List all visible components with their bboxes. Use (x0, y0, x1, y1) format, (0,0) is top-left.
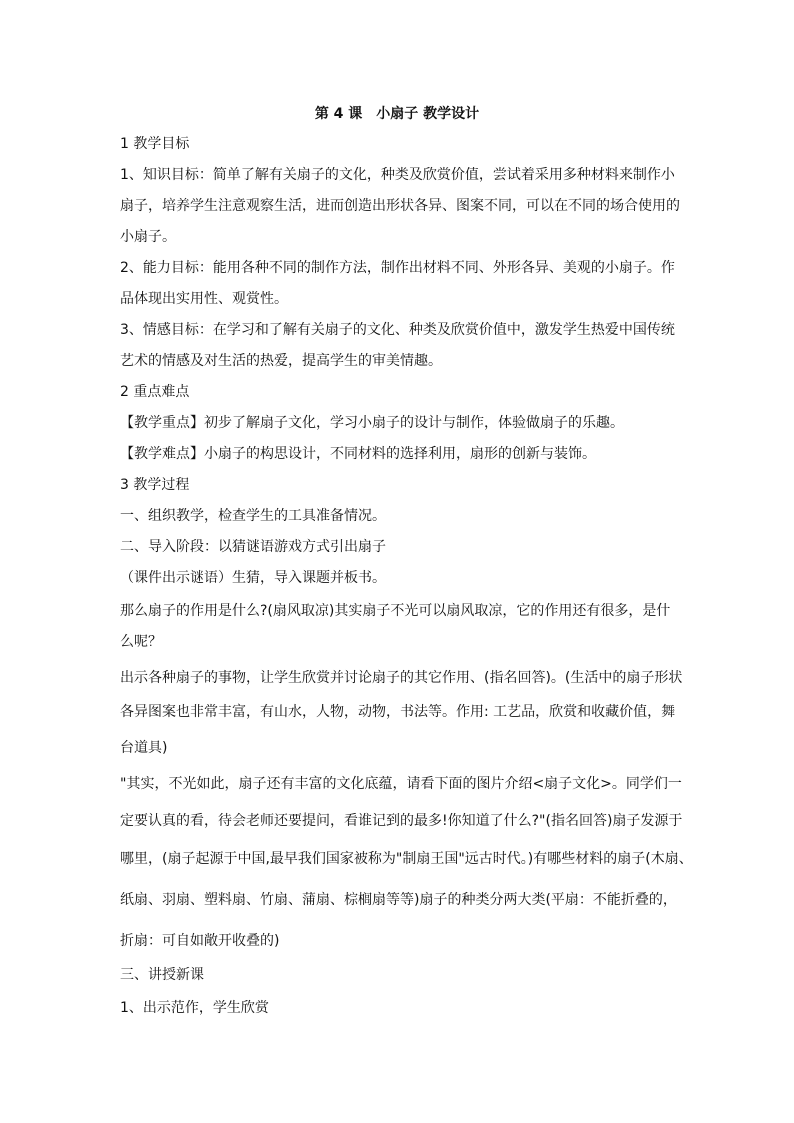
section-heading: 1 教学目标 (120, 136, 190, 152)
paragraph-line: 台道具) (120, 740, 168, 756)
paragraph-line: 品体现出实用性、观赏性。 (120, 291, 288, 307)
paragraph-line: 1、出示范作，学生欣赏 (120, 1000, 269, 1016)
paragraph-line: （课件出示谜语）生猜，导入课题并板书。 (120, 570, 386, 586)
paragraph-line: 3、情感目标：在学习和了解有关扇子的文化、种类及欣赏价值中，激发学生热爱中国传统 (120, 322, 675, 338)
paragraph-line: 么呢？ (120, 634, 162, 650)
paragraph-line: 那么扇子的作用是什么?(扇风取凉)其实扇子不光可以扇风取凉，它的作用还有很多，是什 (120, 603, 671, 619)
paragraph-line: 2、能力目标：能用各种不同的制作方法，制作出材料不同、外形各异、美观的小扇子。作 (120, 260, 675, 276)
paragraph-line: 【教学难点】小扇子的构思设计，不同材料的选择利用，扇形的创新与装饰。 (120, 446, 596, 462)
section-heading: 三、讲授新课 (120, 967, 204, 983)
page-title: 第 4 课 小扇子 教学设计 (314, 106, 480, 122)
paragraph-line: 哪里，(扇子起源于中国,最早我们国家被称为"制扇王国"远古时代。)有哪些材料的扇子(木扇、 (120, 851, 693, 867)
paragraph-line: 扇子，培养学生注意观察生活，进而创造出形状各异、图案不同，可以在不同的场合使用的 (120, 198, 680, 214)
paragraph-line: 【教学重点】初步了解扇子文化，学习小扇子的设计与制作，体验做扇子的乐趣。 (120, 415, 624, 431)
section-heading: 3 教学过程 (120, 477, 190, 493)
paragraph-line: 二、导入阶段：以猜谜语游戏方式引出扇子 (120, 539, 386, 555)
paragraph-line: 各异图案也非常丰富，有山水，人物，动物，书法等。作用: 工艺品，欣赏和收藏价值，舞 (120, 704, 676, 720)
section-heading: 2 重点难点 (120, 384, 190, 400)
paragraph-line: 一、组织教学，检查学生的工具准备情况。 (120, 508, 386, 524)
paragraph-line: 1、知识目标：简单了解有关扇子的文化，种类及欣赏价值，尝试着采用多种材料来制作小 (120, 167, 675, 183)
paragraph-line: 纸扇、羽扇、塑料扇、竹扇、蒲扇、棕榈扇等等)扇子的种类分两大类(平扇：不能折叠的， (120, 892, 677, 908)
paragraph-line: "其实，不光如此，扇子还有丰富的文化底蕴，请看下面的图片介绍<扇子文化>。同学们一 (120, 776, 682, 792)
paragraph-line: 小扇子。 (120, 229, 176, 245)
paragraph-line: 出示各种扇子的事物，让学生欣赏并讨论扇子的其它作用、(指名回答)。(生活中的扇子形状 (120, 670, 683, 686)
paragraph-line: 艺术的情感及对生活的热爱，提高学生的审美情趣。 (120, 353, 442, 369)
paragraph-line: 定要认真的看，待会老师还要提问，看谁记到的最多!你知道了什么?"(指名回答)扇子发源于 (120, 813, 683, 829)
paragraph-line: 折扇：可自如敞开收叠的) (120, 933, 280, 949)
